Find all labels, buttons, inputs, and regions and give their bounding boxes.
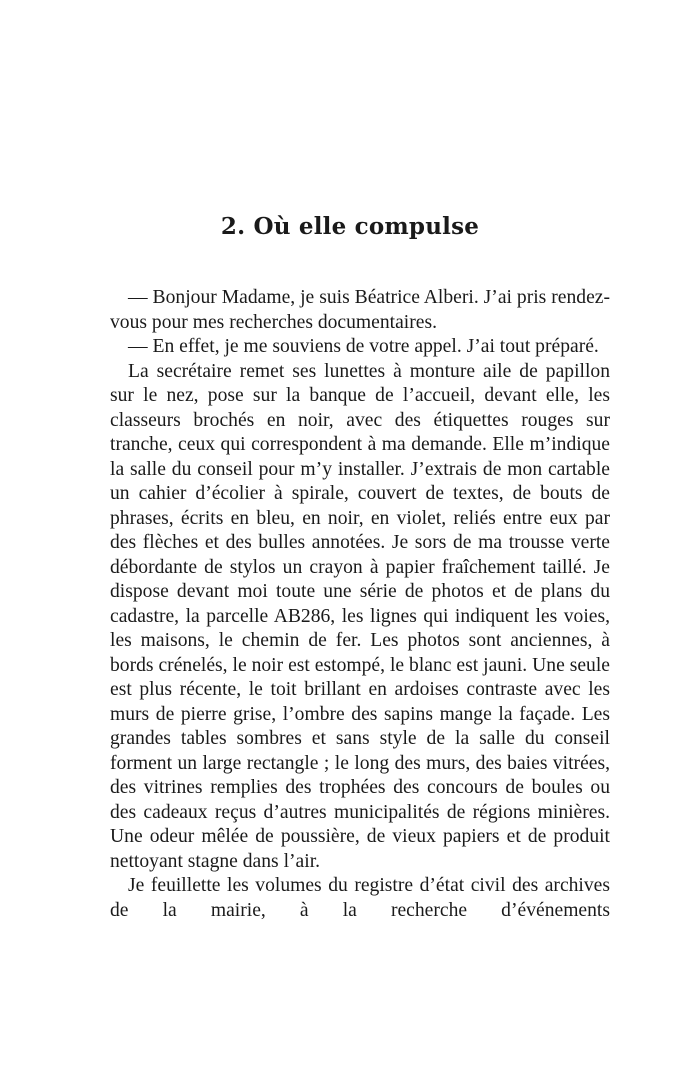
body-text — [110, 286, 610, 923]
paragraph-secretary: La secrétaire remet ses lunettes à monture aile de papillon sur le nez, pose sur la banque de l’accueil, devant elle, les classeurs brochés en noir, avec des étiquettes rouges sur tranche, ceux qui correspondent à ma demande. Elle m’indique la salle du conseil pour m’y installer. J’extrais de mon cartable un cahier d’écolier à spirale, couvert de textes, de bouts de phrases, écrits en bleu, en noir, en violet, reliés entre eux par des flèches et des bulles annotées. Je sors de ma trousse verte débordante de stylos un crayon à papier fraîchement taillé. Je dispose devant moi toute une série de photos et de plans du cadastre, la parcelle AB286, les lignes qui indiquent les voies, les maisons, le chemin de fer. Les photos sont anciennes, à bords crénelés, le noir est estompé, le blanc est jauni. Une seule est plus récente, le toit brillant en ardoises contraste avec les murs de pierre grise, l’ombre des sapins mange la façade. Les grandes tables sombres et sans style de la salle du conseil forment un large rectangle ; le long des murs, des baies vitrées, des vitrines remplies des trophées des concours de boules ou des cadeaux reçus d’autres municipalités de régions minières. Une odeur mêlée de poussière, de vieux papiers et de produit nettoyant stagne dans l’air. — [110, 360, 610, 872]
chapter-title: 2. Où elle compulse — [220, 213, 480, 240]
paragraph-greeting: — Bonjour Madame, je suis Béatrice Alberi. J’ai pris rendez-vous pour mes recherches documentaires. — [110, 287, 610, 333]
paragraph-reply: — En effet, je me souviens de votre appel. J’ai tout préparé. — [128, 336, 599, 357]
paragraph-registry: Je feuillette les volumes du registre d’état civil des archives de la mairie, à la recherche d’événements — [110, 875, 610, 921]
